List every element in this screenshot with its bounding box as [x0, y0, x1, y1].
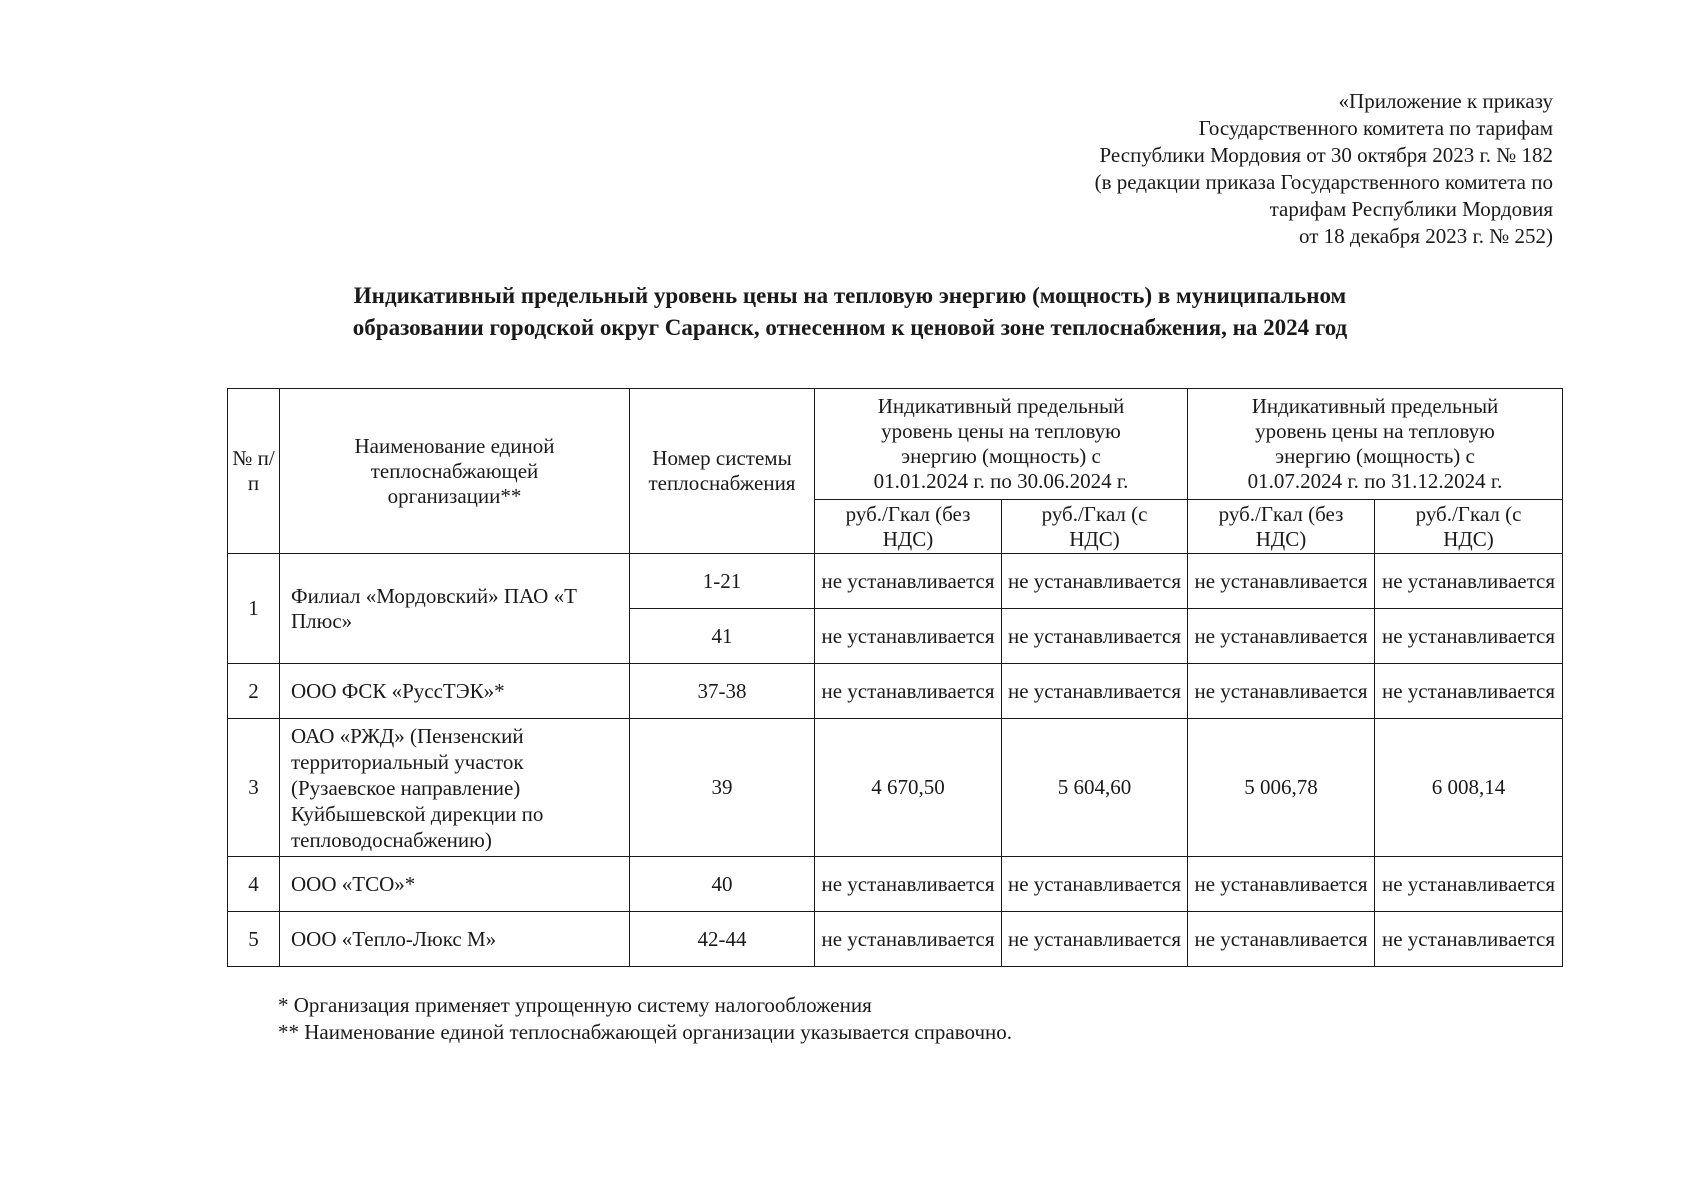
row-num: 4 [228, 857, 280, 912]
row-org: ООО ФСК «РуссТЭК»* [280, 664, 630, 719]
header-no-vat: руб./Гкал (без НДС) [1188, 500, 1375, 554]
price-cell: не устанавливается [1375, 664, 1563, 719]
row-system: 39 [630, 719, 815, 857]
header-with-vat: руб./Гкал (с НДС) [1002, 500, 1188, 554]
row-num: 5 [228, 912, 280, 967]
table-row [228, 664, 1563, 719]
row-system: 37-38 [630, 664, 815, 719]
price-cell: не устанавливается [1188, 609, 1375, 664]
row-org: ООО «Тепло-Люкс М» [280, 912, 630, 967]
price-cell: не устанавливается [1002, 554, 1188, 609]
table-row [228, 857, 1563, 912]
price-cell: не устанавливается [1188, 857, 1375, 912]
price-cell: не устанавливается [1188, 554, 1375, 609]
header-num: № п/п [228, 389, 280, 554]
price-cell: не устанавливается [1375, 857, 1563, 912]
price-table [227, 388, 1563, 967]
row-system: 41 [630, 609, 815, 664]
header-row [228, 389, 1563, 500]
row-org: ОАО «РЖД» (Пензенский территориальный участок (Рузаевское направление) Куйбышевской дирекции по тепловодоснабжению) [280, 719, 630, 857]
appendix-line: «Приложение к приказу [1338, 89, 1553, 113]
header-period-2: Индикативный предельный уровень цены на тепловую энергию (мощность) с 01.07.2024 г. по 31.12.2024 г. [1188, 389, 1563, 500]
footnotes [278, 992, 1012, 1046]
price-cell: не устанавливается [1002, 664, 1188, 719]
price-cell: не устанавливается [815, 664, 1002, 719]
row-system: 1-21 [630, 554, 815, 609]
document-title [150, 280, 1550, 344]
price-cell: 5 604,60 [1002, 719, 1188, 857]
document-title-line: образовании городской округ Саранск, отнесенном к ценовой зоне теплоснабжения, на 2024 год [352, 315, 1348, 340]
table-row [228, 719, 1563, 857]
price-cell: не устанавливается [1188, 912, 1375, 967]
row-num: 3 [228, 719, 280, 857]
price-cell: 6 008,14 [1375, 719, 1563, 857]
price-cell: не устанавливается [1002, 912, 1188, 967]
header-no-vat: руб./Гкал (без НДС) [815, 500, 1002, 554]
document-title-line: Индикативный предельный уровень цены на тепловую энергию (мощность) в муниципальном [353, 283, 1347, 308]
appendix-note [993, 88, 1553, 250]
price-cell: не устанавливается [815, 912, 1002, 967]
table-row [228, 912, 1563, 967]
header-system: Номер системы теплоснабжения [630, 389, 815, 554]
appendix-line: Государственного комитета по тарифам [1198, 116, 1553, 140]
header-org: Наименование единой теплоснабжающей организации** [280, 389, 630, 554]
row-system: 42-44 [630, 912, 815, 967]
price-cell: не устанавливается [1188, 664, 1375, 719]
price-cell: не устанавливается [815, 857, 1002, 912]
price-cell: 5 006,78 [1188, 719, 1375, 857]
price-cell: 4 670,50 [815, 719, 1002, 857]
row-num: 2 [228, 664, 280, 719]
price-cell: не устанавливается [815, 609, 1002, 664]
appendix-line: (в редакции приказа Государственного комитета по [1094, 170, 1553, 194]
price-cell: не устанавливается [1002, 857, 1188, 912]
price-cell: не устанавливается [1375, 609, 1563, 664]
footnote: ** Наименование единой теплоснабжающей организации указывается справочно. [278, 1020, 1013, 1044]
row-org: ООО «ТСО»* [280, 857, 630, 912]
row-system: 40 [630, 857, 815, 912]
appendix-line: Республики Мордовия от 30 октября 2023 г. № 182 [1099, 143, 1553, 167]
table-row [228, 554, 1563, 609]
footnote: * Организация применяет упрощенную систему налогообложения [278, 993, 872, 1017]
price-cell: не устанавливается [1375, 912, 1563, 967]
appendix-line: от 18 декабря 2023 г. № 252) [1299, 224, 1553, 248]
price-cell: не устанавливается [815, 554, 1002, 609]
row-num: 1 [228, 554, 280, 664]
row-org: Филиал «Мордовский» ПАО «Т Плюс» [280, 554, 630, 664]
header-period-1: Индикативный предельный уровень цены на тепловую энергию (мощность) с 01.01.2024 г. по 30.06.2024 г. [815, 389, 1188, 500]
header-with-vat: руб./Гкал (с НДС) [1375, 500, 1563, 554]
price-cell: не устанавливается [1002, 609, 1188, 664]
price-cell: не устанавливается [1375, 554, 1563, 609]
appendix-line: тарифам Республики Мордовия [1269, 197, 1553, 221]
